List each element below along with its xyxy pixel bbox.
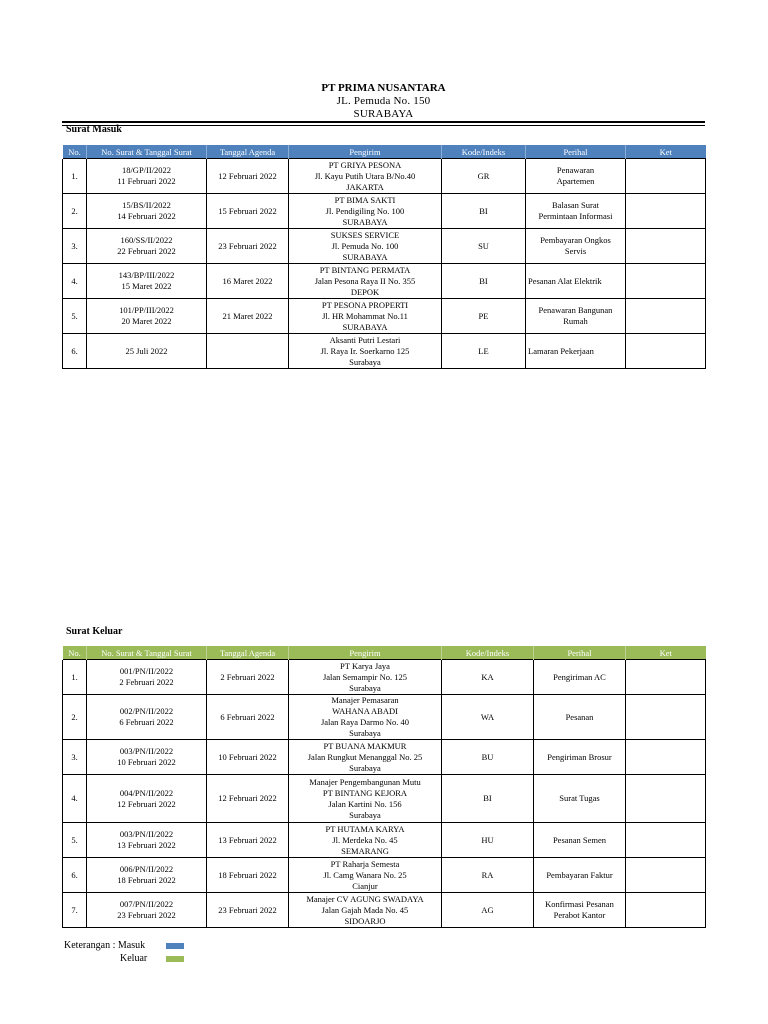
section-title-masuk: Surat Masuk [66,124,122,135]
column-header-ket: Ket [626,145,706,159]
cell-line: PT Raharja Semesta [330,858,400,869]
cell-line: Jl. HR Mohammat No.11 [322,310,408,321]
cell-line: Surabaya [349,809,381,820]
cell-ket [626,740,706,775]
table-header-masuk [63,145,706,159]
cell-no: 7. [63,893,87,928]
cell-line: 007/PN/II/2022 [119,899,174,909]
cell-no: 3. [63,229,87,264]
cell-perihal [534,695,626,740]
cell-kode: BU [442,740,534,775]
cell-perihal [534,775,626,823]
cell-surat [87,893,207,928]
cell-line: Surabaya [349,682,381,693]
cell-no: 3. [63,740,87,775]
cell-line: Jalan Gajah Mada No. 45 [321,904,409,915]
legend-label-keluar: Keluar [120,953,148,964]
cell-line: PT Karya Jaya [340,660,390,671]
cell-surat [87,660,207,695]
header-rule-thick [62,121,705,123]
cell-ket [626,159,706,194]
column-header-ket: Ket [626,646,706,660]
cell-line: Konfirmasi Pesanan [545,899,614,909]
cell-ket [626,299,706,334]
cell-no: 6. [63,334,87,369]
cell-ket [626,264,706,299]
cell-agenda: 10 Februari 2022 [207,740,289,775]
cell-line: Jl. Camg Wanara No. 25 [323,869,407,880]
cell-line: 004/PN/II/2022 [119,787,174,798]
cell-line: 003/PN/II/2022 [119,829,174,839]
table-row [63,229,706,264]
cell-surat [87,159,207,194]
cell-line: 003/PN/II/2022 [119,746,174,756]
cell-pengirim [289,775,442,823]
cell-perihal [526,334,626,369]
cell-surat [87,299,207,334]
table-row [63,159,706,194]
cell-perihal [526,229,626,264]
cell-kode: LE [442,334,526,369]
column-header-pengirim: Pengirim [289,145,442,159]
cell-pengirim [289,695,442,740]
cell-pengirim [289,194,442,229]
cell-line: Rumah [563,316,588,326]
legend-swatch-masuk [166,943,184,949]
cell-line: SURABAYA [342,321,388,332]
column-header-perihal: Perihal [526,145,626,159]
cell-agenda: 6 Februari 2022 [207,695,289,740]
cell-line: 15 Maret 2022 [121,281,172,291]
cell-line: Penawaran [556,165,595,175]
cell-line: Manajer Pemasaran [331,695,399,705]
cell-ket [626,229,706,264]
cell-pengirim [289,334,442,369]
cell-no: 2. [63,194,87,229]
cell-line: 12 Februari 2022 [117,798,176,809]
cell-line: Aksanti Putri Lestari [329,334,401,345]
cell-surat [87,229,207,264]
column-header-kode: Kode/Indeks [442,145,526,159]
cell-surat [87,695,207,740]
cell-no: 5. [63,823,87,858]
cell-line: Pesanan [565,711,594,722]
cell-agenda: 21 Maret 2022 [207,299,289,334]
column-header-kode: Kode/Indeks [442,646,534,660]
cell-kode: SU [442,229,526,264]
header-rule-thin [62,125,705,126]
table-row [63,858,706,893]
cell-line: 23 Februari 2022 [117,910,176,920]
cell-line: Surabaya [349,728,381,738]
cell-line: Apartemen [556,176,595,186]
company-city: SURABAYA [353,108,414,120]
cell-line: Manajer CV AGUNG SWADAYA [306,893,424,904]
cell-line: Jl. Kayu Putih Utara B/No.40 [314,170,416,181]
cell-line: Pengiriman AC [553,671,606,682]
cell-line: 160/SS/II/2022 [120,235,173,245]
column-header-pengirim: Pengirim [289,646,442,660]
cell-ket [626,823,706,858]
cell-line: 10 Februari 2022 [117,757,176,767]
cell-pengirim [289,299,442,334]
cell-line: Cianjur [352,880,378,891]
table-row [63,334,706,369]
cell-surat [87,194,207,229]
letterhead [62,82,705,121]
cell-line: SUKSES SERVICE [330,229,400,240]
cell-pengirim [289,740,442,775]
cell-line: DEPOK [350,286,380,297]
cell-line: Jl. Raya Ir. Soerkarno 125 [320,345,410,356]
cell-no: 1. [63,159,87,194]
table-surat-keluar [62,646,706,928]
section-title-keluar: Surat Keluar [66,626,123,637]
company-name: PT PRIMA NUSANTARA [321,82,446,94]
cell-perihal [534,858,626,893]
cell-perihal [534,893,626,928]
cell-line: 18/GP/II/2022 [121,165,172,175]
column-header-perihal: Perihal [534,646,626,660]
cell-pengirim [289,893,442,928]
table-header-keluar [63,646,706,660]
table-row [63,775,706,823]
cell-surat [87,334,207,369]
cell-line: 14 Februari 2022 [117,211,176,221]
cell-line: 13 Februari 2022 [117,840,176,850]
cell-line: 22 Februari 2022 [117,246,176,256]
cell-line: Manajer Pengembangunan Mutu [309,776,421,787]
cell-agenda: 23 Februari 2022 [207,893,289,928]
cell-line: Jalan Raya Darmo No. 40 [320,717,410,727]
cell-line: Surabaya [349,356,381,367]
cell-pengirim [289,660,442,695]
cell-agenda: 12 Februari 2022 [207,775,289,823]
cell-line: Jalan Semampir No. 125 [322,671,408,682]
cell-line: Pengiriman Brosur [547,751,612,762]
cell-line: PT BINTANG KEJORA [322,787,408,798]
cell-line: Pembayaran Faktur [546,869,613,880]
cell-no: 4. [63,775,87,823]
cell-line: Lamaran Pekerjaan [528,345,594,356]
cell-pengirim [289,229,442,264]
cell-kode: KA [442,660,534,695]
cell-no: 2. [63,695,87,740]
cell-surat [87,823,207,858]
cell-agenda [207,334,289,369]
cell-ket [626,858,706,893]
cell-line: JAKARTA [346,181,384,192]
cell-line: SIDOARJO [344,915,386,926]
cell-perihal [526,159,626,194]
cell-no: 4. [63,264,87,299]
table-row [63,660,706,695]
cell-kode: BI [442,264,526,299]
table-row [63,893,706,928]
column-header-agenda: Tanggal Agenda [207,145,289,159]
cell-pengirim [289,159,442,194]
cell-pengirim [289,264,442,299]
cell-line: WAHANA ABADI [332,706,398,716]
column-header-no: No. [63,646,87,660]
cell-line: 11 Februari 2022 [117,176,176,186]
cell-kode: HU [442,823,534,858]
table-row [63,740,706,775]
cell-agenda: 18 Februari 2022 [207,858,289,893]
company-address: JL. Pemuda No. 150 [336,95,431,107]
cell-line: Servis [564,246,587,256]
cell-line: Pesanan Alat Elektrik [528,275,602,286]
cell-line: PT BIMA SAKTI [334,194,396,205]
table-surat-masuk [62,145,706,369]
cell-agenda: 13 Februari 2022 [207,823,289,858]
cell-kode: WA [442,695,534,740]
cell-line: Jl. Pemuda No. 100 [331,240,399,251]
cell-perihal [534,823,626,858]
cell-line: Perabot Kantor [553,910,606,920]
cell-kode: BI [442,775,534,823]
column-header-surat: No. Surat & Tanggal Surat [87,646,207,660]
cell-ket [626,893,706,928]
cell-line: Jalan Kartini No. 156 [328,798,402,809]
table-row [63,264,706,299]
cell-agenda: 15 Februari 2022 [207,194,289,229]
cell-ket [626,334,706,369]
cell-no: 6. [63,858,87,893]
cell-ket [626,695,706,740]
cell-kode: GR [442,159,526,194]
cell-line: 002/PN/II/2022 [119,706,174,716]
cell-pengirim [289,823,442,858]
cell-line: Permintaan Informasi [538,211,613,221]
legend-label-masuk: Keterangan : Masuk [64,940,146,951]
cell-kode: PE [442,299,526,334]
cell-perihal [526,264,626,299]
cell-agenda: 16 Maret 2022 [207,264,289,299]
cell-perihal [534,660,626,695]
cell-agenda: 12 Februari 2022 [207,159,289,194]
table-body-masuk [63,159,706,369]
cell-line: 006/PN/II/2022 [119,864,174,874]
table-row [63,194,706,229]
cell-surat [87,775,207,823]
cell-line: PT BUANA MAKMUR [323,740,407,751]
table-row [63,299,706,334]
cell-line: Surabaya [349,762,381,773]
column-header-no: No. [63,145,87,159]
column-header-surat: No. Surat & Tanggal Surat [87,145,207,159]
cell-line: 18 Februari 2022 [117,875,176,885]
cell-no: 1. [63,660,87,695]
cell-line: 25 Juli 2022 [125,345,168,356]
cell-perihal [534,740,626,775]
cell-perihal [526,299,626,334]
cell-line: Surat Tugas [559,793,600,803]
cell-ket [626,194,706,229]
cell-kode: AG [442,893,534,928]
cell-kode: BI [442,194,526,229]
cell-line: PT HUTAMA KARYA [325,823,405,834]
cell-line: SEMARANG [341,845,389,856]
cell-perihal [526,194,626,229]
cell-line: 101/PP/III/2022 [119,305,174,315]
cell-line: Balasan Surat [552,200,599,210]
cell-line: PT PESONA PROPERTI [321,299,409,310]
cell-line: 001/PN/II/2022 [119,666,174,676]
cell-line: Jl. Merdeka No. 45 [332,834,398,845]
cell-line: 15/BS/II/2022 [122,200,171,210]
cell-line: 143/BP/III/2022 [118,270,175,280]
cell-line: Jl. Pendigiling No. 100 [325,205,405,216]
cell-no: 5. [63,299,87,334]
cell-ket [626,660,706,695]
cell-line: PT BINTANG PERMATA [319,264,411,275]
cell-line: Pesanan Semen [552,834,607,845]
cell-agenda: 23 Februari 2022 [207,229,289,264]
cell-line: Pembayaran Ongkos [540,235,611,245]
cell-line: Jalan Rungkut Menanggal No. 25 [307,751,423,762]
column-header-agenda: Tanggal Agenda [207,646,289,660]
cell-line: SURABAYA [342,251,388,262]
table-row [63,695,706,740]
cell-line: 6 Februari 2022 [119,717,174,727]
cell-kode: RA [442,858,534,893]
table-row [63,823,706,858]
cell-line: 20 Maret 2022 [121,316,172,326]
cell-surat [87,858,207,893]
table-body-keluar [63,660,706,928]
cell-surat [87,264,207,299]
cell-line: Jalan Pesona Raya II No. 355 [314,275,416,286]
cell-line: 2 Februari 2022 [119,677,174,687]
cell-line: Penawaran Bangunan [538,305,613,315]
cell-surat [87,740,207,775]
cell-pengirim [289,858,442,893]
cell-agenda: 2 Februari 2022 [207,660,289,695]
cell-ket [626,775,706,823]
cell-line: SURABAYA [342,216,388,227]
legend-swatch-keluar [166,956,184,962]
cell-line: PT GRIYA PESONA [328,159,402,170]
